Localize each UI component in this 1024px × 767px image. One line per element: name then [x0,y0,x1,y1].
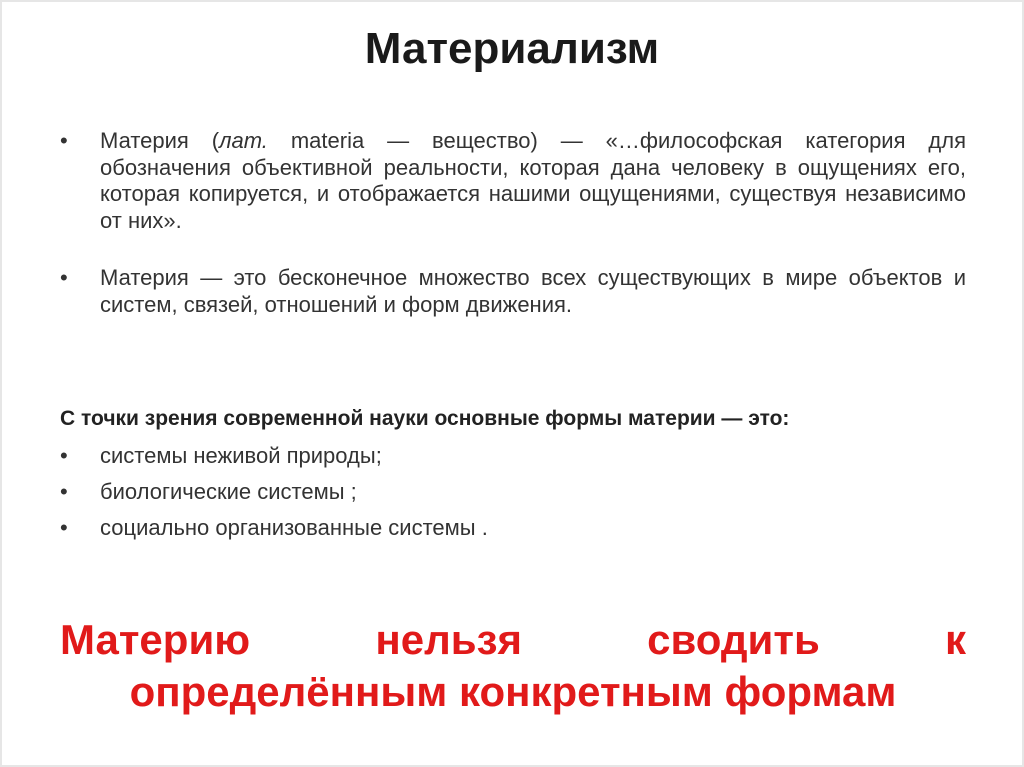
form-text: биологические системы ; [100,479,357,504]
bullet-icon: • [60,265,68,290]
bullet-icon: • [60,479,68,504]
emphasis-word: к [944,616,966,663]
bullet-icon: • [60,515,68,540]
forms-list-item [60,474,966,510]
form-text: системы неживой природы; [100,443,382,468]
bullet-icon: • [60,443,68,468]
emphasis-line-1 [60,614,966,666]
definition-rest: materia — вещество) — «…философская категория для обозначения объективной реальности, которая дана человеку в ощущениях его, которая копируется, и отображается нашими ощущениями, существуя независимо от них». [100,128,967,233]
definition-list [60,128,966,318]
definition-item [60,265,966,318]
slide-title: Материализм [364,24,660,73]
forms-heading: С точки зрения современной науки основные формы материи — это: [60,407,790,430]
definition-lead: Материя ( [100,128,220,153]
emphasis-line-2: определённым конкретным формам [129,668,897,715]
forms-list-item [60,510,966,546]
emphasis-word: нельзя [375,616,522,663]
forms-list-item [60,438,966,474]
emphasis-word: сводить [647,616,820,663]
emphasis-word: Материю [60,616,251,663]
definition-italic: лат. [219,128,268,153]
forms-list [60,438,966,546]
emphasis-statement [60,614,966,718]
bullet-icon: • [60,128,68,153]
form-text: социально организованные системы . [100,515,488,540]
definition-text: Материя — это бесконечное множество всех существующих в мире объектов и систем, связей, отношений и форм движения. [100,265,966,317]
definition-item [60,128,966,234]
